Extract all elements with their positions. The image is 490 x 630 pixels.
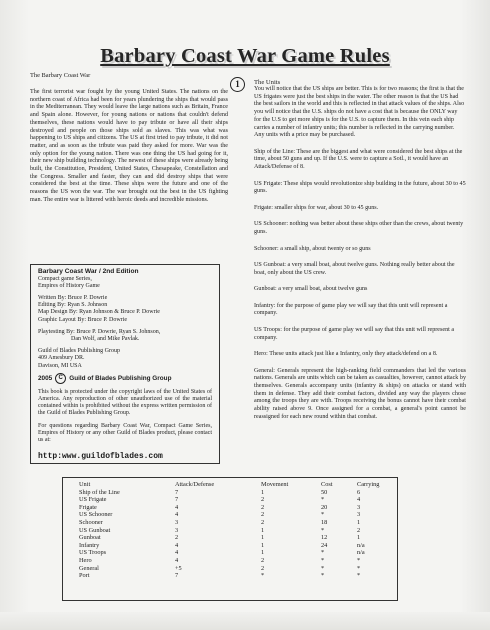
table-cell: 3: [357, 511, 361, 519]
table-cell: 7: [175, 496, 179, 504]
unit-description: Hero: These units attack just like a Infantry, only they attack/defend on a 8.: [254, 351, 438, 358]
credit-line: Graphic Layout By: Bruce P. Dowrie: [38, 316, 127, 323]
table-cell: 1: [357, 518, 361, 526]
table-cell: *: [321, 526, 325, 534]
table-cell: 1: [261, 526, 265, 534]
table-cell: *: [357, 564, 361, 572]
questions-notice: For questions regarding Barbary Coast War, Compact Game Series, Empires of History or any other Guild of Blades product, please contact us at:: [38, 422, 212, 444]
table-cell: 2: [357, 526, 361, 534]
table-cell: 1: [357, 534, 361, 542]
cost-column: [321, 481, 333, 580]
table-cell: 1: [261, 541, 265, 549]
playtesting-line: Dan Wolf, and Mike Pavlak.: [71, 336, 140, 343]
table-cell: 3: [357, 503, 361, 511]
table-cell: 4: [175, 556, 179, 564]
protected-notice: This book is protected under the copyright laws of the United States of America. Any reproduction of other unauthorized use of the material contained within is prohibited without the express written permission of the Guild of Blades Publishing Group.: [38, 388, 212, 417]
table-cell: 20: [321, 503, 328, 511]
copyright-icon: C: [55, 373, 66, 384]
column-header: Movement: [261, 481, 289, 488]
table-cell: Ship of the Line: [79, 488, 120, 496]
table-cell: *: [321, 556, 325, 564]
table-cell: 4: [175, 511, 179, 519]
table-cell: 6: [357, 488, 361, 496]
table-cell: *: [321, 549, 325, 557]
table-cell: 18: [321, 518, 328, 526]
table-cell: 24: [321, 541, 328, 549]
address-line: Guild of Blades Publishing Group: [38, 348, 120, 355]
table-cell: 3: [175, 518, 179, 526]
table-cell: US Schooner: [79, 511, 113, 519]
intro-paragraph: The first terrorist war fought by the young United States. The nations on the northern coast of Africa had been for years plundering the ships that would pass in the Mediterranean. They would leave the large nations such as Britain, France and Spain alone. However, for young nations or nations that couldn't defend themselves, these nations would have to pay tribute or have all their ships destroyed and people on those ships sold as slaves. This was what was happening to US ships and citizens. The US at first tried to pay tribute, it did not matter, and as soon as the tribute was paid they asked for more. War was the only option for the young nation. There was one thing the US had going for it, their new ship building technology. The newest of these ships were already being built, the Constitution, President, United States, Chesapeake, Constellation and the Congress. Smaller and faster, they can and did destroy ships that were considered the best at the time. These ships were the future and one of the reasons the US won the war. The war brought out the best in the US fighting man. The entire war is littered with heroic deeds and incredible missions.: [30, 89, 228, 203]
unit-description: Frigate: smaller ships for war, about 30 to 45 guns.: [254, 204, 379, 211]
table-cell: 2: [261, 564, 265, 572]
page-number-badge: 1: [230, 77, 245, 92]
right-column: [254, 79, 466, 430]
movement-column: [261, 481, 288, 580]
table-cell: *: [321, 564, 325, 572]
scan-bottom-edge: [0, 612, 490, 630]
table-cell: 4: [357, 496, 361, 504]
table-cell: US Frigate: [79, 496, 107, 504]
attack-defense-column: [175, 481, 214, 580]
unit-description: Ship of the Line: These are the biggest and what were considered the best ships at the time, about 50 guns and up. If the U.S. were to capture a Sotl., it would have an Attack/Defense of 8.: [254, 148, 463, 171]
table-cell: *: [261, 572, 265, 580]
table-cell: 4: [175, 549, 179, 557]
credits-heading: Barbary Coast War / 2nd Edition: [38, 268, 139, 275]
unit-column: [79, 481, 120, 580]
table-cell: Frigate: [79, 503, 97, 511]
unit-description: US Frigate: These ships would revolutionize ship building in the future, about 30 to 45 guns.: [254, 180, 466, 195]
page-title: Barbary Coast War Game Rules: [100, 45, 390, 67]
table-cell: *: [357, 556, 361, 564]
table-cell: *: [357, 572, 361, 580]
unit-description: US Schooner: nothing was better about these ships other than the crews, about twenty guns.: [254, 221, 464, 236]
table-cell: 12: [321, 534, 328, 542]
unit-description: Schooner: a small ship, about twenty or so guns: [254, 245, 371, 252]
left-subtitle: The Barbary Coast War: [30, 72, 91, 79]
table-cell: US Troops: [79, 549, 107, 557]
column-header: Unit: [79, 481, 91, 488]
address-line: Davison, MI USA: [38, 362, 82, 369]
table-cell: Schooner: [79, 518, 103, 526]
credits-box: [30, 264, 220, 464]
unit-description: US Gunboat: a very small boat, about twelve guns. Nothing really better about the boat, only about the US crew.: [254, 262, 455, 276]
table-cell: US Gunboat: [79, 526, 111, 534]
table-cell: +5: [175, 564, 182, 572]
table-cell: *: [321, 496, 325, 504]
table-cell: 1: [261, 488, 265, 496]
column-header: Carrying: [357, 481, 380, 488]
unit-description: US Troops: for the purpose of game play we will say that this unit will represent a company.: [254, 326, 455, 341]
unit-description: General: Generals represent the high-ranking field commanders that led the various nations. Generals are units which can be taken as casualties, however, cannot attack by themselves. Generals accompany units (infantry & ships) on attacks or stand with them in defense. They add their combat factors, divided any way the players chose among the troops they are with. Troops receiving the bonus cannot have their combat ability raised above 9. Once assigned for a combat, a general's point cannot be reassigned for each new round within that combat.: [254, 367, 466, 420]
table-cell: 2: [261, 496, 265, 504]
table-cell: 2: [261, 518, 265, 526]
copyright-holder: Guild of Blades Publishing Group: [69, 374, 172, 382]
unit-description: Gunboat: a very small boat, about twelve guns: [254, 286, 368, 293]
unit-description: Infantry: for the purpose of game play we will say that this unit will represent a company.: [254, 302, 448, 317]
table-cell: 4: [175, 541, 179, 549]
column-header: Attack/Defense: [175, 481, 215, 488]
credit-line: Editing By: Ryan S. Johnson: [38, 302, 108, 309]
table-cell: 4: [175, 503, 179, 511]
table-cell: *: [321, 511, 325, 519]
table-cell: Gunboat: [79, 534, 101, 542]
table-cell: 1: [261, 534, 265, 542]
table-cell: 2: [175, 534, 179, 542]
playtesting-line: Playtesting By: Bruce P. Dowrie, Ryan S. Johnson,: [38, 328, 161, 335]
table-cell: 2: [261, 556, 265, 564]
series-line: Compact game Series,: [38, 275, 92, 282]
left-column: [30, 72, 228, 205]
carrying-column: [357, 481, 379, 580]
table-cell: Infantry: [79, 541, 100, 549]
credit-line: Map Design By: Ryan Johnson & Bruce P. Dowrie: [38, 309, 160, 316]
table-cell: 1: [261, 549, 265, 557]
table-cell: n/a: [357, 541, 365, 549]
copyright-year: 2005: [38, 374, 53, 382]
table-cell: Port: [79, 572, 90, 580]
table-cell: *: [321, 572, 325, 580]
column-header: Cost: [321, 481, 333, 488]
table-cell: General: [79, 564, 99, 572]
credit-line: Written By: Bruce P. Dowrie: [38, 295, 108, 301]
table-cell: n/a: [357, 549, 365, 557]
units-paragraph: You will notice that the US ships are better. This is for two reasons; the first is that the US frigates were just the best ships in the water. The other reason is that the US had the best sailors in the world and this is reflected in that attack values of the ships. Also you will notice that the U.S. ships do not have a cost that is because the ONLY way for the U.S to get more ships is for the U.S. to capture them. In this vein each ship carries a number of infantry units; this number is reflected in the carrying number. Any units with a price may be purchased.: [254, 86, 465, 139]
units-heading: The Units: [254, 79, 281, 86]
copyright-line: [38, 373, 212, 384]
table-cell: 2: [261, 511, 265, 519]
unit-stats-table: [62, 477, 398, 601]
table-cell: 50: [321, 488, 328, 496]
website-link[interactable]: http:www.guildofblades.com: [38, 452, 163, 462]
table-cell: 7: [175, 488, 179, 496]
table-cell: 7: [175, 572, 179, 580]
address-line: 409 Amesbury DR.: [38, 355, 85, 362]
table-cell: 3: [175, 526, 179, 534]
table-cell: 2: [261, 503, 265, 511]
table-cell: Hero: [79, 556, 92, 564]
series-line: Empires of History Game: [38, 282, 100, 289]
